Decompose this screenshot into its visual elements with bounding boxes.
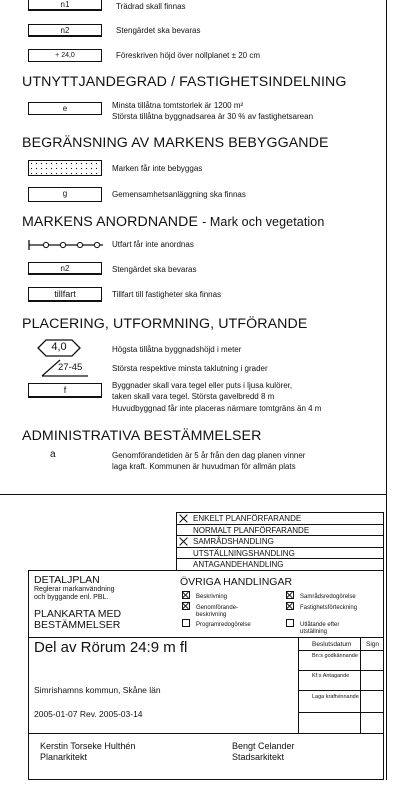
- person2-name: Bengt Celander: [232, 741, 295, 751]
- person1-name: Kerstin Torseke Hulthén: [40, 741, 136, 751]
- procedure-row-samrad: [177, 535, 383, 547]
- trädrad-text: Trädrad skall finnas: [116, 2, 186, 11]
- prickmark-text: Marken får inte bebyggas: [112, 164, 203, 173]
- utfart-text: Utfart får inte anordnas: [112, 240, 194, 249]
- checkbox-icon: [182, 591, 190, 599]
- doc-fastighetsforteckning: [286, 602, 357, 612]
- tomtstorlek-text: Minsta tillåtna tomtstorlek är 1200 m²: [112, 101, 244, 110]
- e-symbol-label: e: [62, 104, 68, 113]
- utformning-line1: Byggnader skall vara tegel eller puts i ljusa kulörer,: [112, 381, 293, 390]
- check-x-icon: [179, 514, 188, 523]
- stengärde-text: Stengärdet ska bevaras: [116, 26, 201, 35]
- utformning-line3: Huvudbyggnad får inte placeras närmare tomtgräns än 4 m: [112, 404, 322, 413]
- tb-line-dec-1: [298, 670, 384, 671]
- checkbox-icon: [182, 619, 190, 627]
- heading-anordnande: [22, 214, 324, 230]
- heading-begransning: BEGRÄNSNING AV MARKENS BEBYGGANDE: [22, 135, 329, 151]
- a-symbol: a: [50, 449, 56, 460]
- heading-placering: PLACERING, UTFORMNING, UTFÖRANDE: [22, 316, 308, 332]
- checkbox-icon: [286, 602, 294, 610]
- procedure-row-enkelt: [177, 512, 383, 524]
- prickmark-symbol: [28, 160, 102, 176]
- doc-label: Beskrivning: [196, 594, 228, 600]
- stengärde-symbol: [28, 24, 102, 37]
- procedure-label: ENKELT PLANFÖRFARANDE: [193, 514, 302, 523]
- tb-line-2: [28, 733, 384, 734]
- procedure-row-normalt: [177, 524, 383, 536]
- decision-kf: Kf:s Antagande: [312, 673, 350, 679]
- tillfart-symbol: [28, 287, 102, 302]
- frame-divider-line: [0, 494, 387, 495]
- frame-right-line: [386, 0, 387, 780]
- heading-administrativa: ADMINISTRATIVA BESTÄMMELSER: [22, 428, 262, 444]
- genomforandetid-line1: Genomförandetiden är 5 år från den dag planen vinner: [112, 451, 306, 460]
- checkbox-icon: [286, 619, 294, 627]
- tb-vline-sign: [360, 637, 361, 733]
- procedure-label: SAMRÅDSHANDLING: [193, 537, 274, 546]
- tb-line-dec-2: [298, 690, 384, 691]
- g-symbol: [28, 187, 102, 202]
- f-symbol: [28, 383, 102, 398]
- plan-dates: 2005-01-07 Rev. 2005-03-14: [34, 709, 143, 719]
- stengärde2-symbol-label: n2: [60, 264, 70, 273]
- utformning-line2: taken skall vara tegel. Största gavelbredd 8 m: [112, 392, 275, 401]
- byggnadsarea-text: Största tillåtna byggnadsarea är 30 % av fastighetsarean: [112, 112, 314, 121]
- byggnadshojd-value: 4,0: [51, 341, 67, 353]
- doc-label: Utlåtande efter: [300, 622, 340, 628]
- map-title-line1: PLANKARTA MED: [34, 608, 122, 620]
- procedure-label: UTSTÄLLNINGSHANDLING: [193, 548, 295, 558]
- taklutning-value: 27-45: [58, 362, 83, 373]
- doc-label-cont: beskrivning: [196, 612, 227, 618]
- doc-label-cont: utställning: [300, 629, 328, 635]
- plan-title: Del av Rörum 24:9 m fl: [34, 639, 188, 656]
- byggnadshojd-text: Högsta tillåtna byggnadshöjd i meter: [112, 345, 242, 354]
- stengärde-symbol-label: n2: [60, 26, 70, 35]
- utfartsforbud-symbol: [26, 238, 106, 252]
- procedure-list: [176, 512, 384, 570]
- heading-utnyttjandegrad: UTNYTTJANDEGRAD / FASTIGHETSINDELNING: [22, 74, 347, 90]
- other-docs-heading: ÖVRIGA HANDLINGAR: [180, 576, 293, 588]
- decision-laga-kraft: Laga kraftvinnande: [312, 694, 359, 700]
- doc-label: Fastighetsförteckning: [300, 605, 358, 611]
- stengärde2-symbol: [28, 262, 102, 275]
- trädrad-symbol: [28, 0, 102, 11]
- stengärde2-text: Stengärdet ska bevaras: [112, 265, 197, 274]
- hojd-symbol-label: + 24,0: [55, 52, 75, 59]
- taklutning-text: Största respektive minsta taklutning i grader: [112, 364, 268, 373]
- trädrad-symbol-label: n1: [60, 0, 70, 9]
- checkbox-icon: [286, 591, 294, 599]
- sign-header: Sign: [366, 641, 380, 648]
- g-symbol-label: g: [62, 189, 68, 198]
- f-symbol-label: f: [63, 385, 67, 395]
- procedure-row-utstallning: [177, 547, 383, 559]
- heading-anordnande-main: MARKENS ANORDNANDE: [22, 214, 199, 230]
- tb-line-dec-3: [298, 712, 384, 713]
- doc-label: Samrådsredogörelse: [300, 594, 356, 600]
- decision-bn: Bn:s godkännande: [312, 653, 358, 659]
- procedure-row-antagande: [177, 558, 383, 570]
- tillfart-text: Tillfart till fastigheter ska finnas: [112, 290, 222, 299]
- map-title-line2: BESTÄMMELSER: [34, 619, 121, 631]
- doc-beskrivning: [182, 591, 227, 601]
- checkbox-icon: [182, 602, 190, 610]
- person1-title: Planarkitekt: [40, 752, 88, 762]
- procedure-label: NORMALT PLANFÖRFARANDE: [193, 525, 310, 535]
- plan-type: DETALJPLAN: [34, 574, 100, 586]
- hojd-text: Föreskriven höjd över nollplanet ± 20 cm: [116, 51, 261, 60]
- genomforandetid-line2: laga kraft. Kommunen är huvudman för allmän plats: [112, 462, 296, 471]
- tb-vline-decision: [298, 637, 299, 733]
- procedure-label: ANTAGANDEHANDLING: [193, 560, 284, 569]
- heading-anordnande-sub: - Mark och vegetation: [202, 215, 325, 229]
- regulation-line2: och byggande enl. PBL.: [34, 594, 109, 601]
- regulation-line1: Reglerar markanvändning: [34, 586, 115, 593]
- doc-program: [182, 619, 251, 629]
- e-symbol: [28, 102, 102, 115]
- decision-header: Beslutsdatum: [312, 641, 352, 648]
- municipality: Simrishamns kommun, Skåne län: [34, 685, 161, 695]
- hojd-symbol: [28, 49, 102, 62]
- tillfart-symbol-label: tillfart: [54, 289, 76, 299]
- check-x-icon: [179, 537, 188, 546]
- doc-label: Genomförande-: [196, 605, 239, 611]
- doc-genomforande: [182, 602, 238, 619]
- person2-title: Stadsarkitekt: [232, 752, 285, 762]
- doc-samrad: [286, 591, 356, 601]
- gemensamhet-text: Gemensamhetsanläggning ska finnas: [112, 190, 246, 199]
- doc-utlatande: [286, 619, 339, 636]
- doc-label: Programredogörelse: [196, 622, 251, 628]
- tb-line-dec-hdr: [298, 650, 384, 651]
